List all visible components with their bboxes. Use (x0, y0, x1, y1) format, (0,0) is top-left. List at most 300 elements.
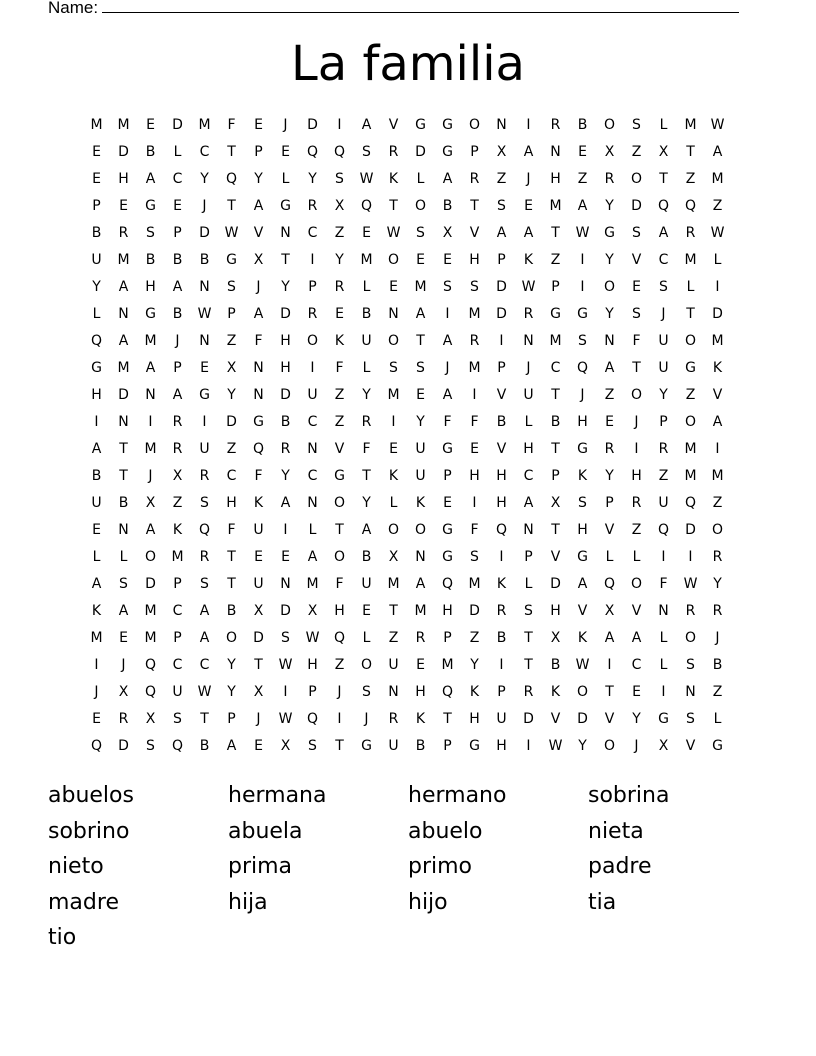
grid-letter[interactable]: O (603, 279, 616, 295)
grid-letter[interactable]: M (684, 441, 697, 457)
grid-letter[interactable]: P (524, 549, 533, 565)
grid-letter[interactable]: A (712, 414, 723, 430)
grid-letter[interactable]: J (148, 468, 153, 484)
grid-letter[interactable]: R (631, 495, 642, 511)
grid-letter[interactable]: V (550, 549, 561, 565)
grid-letter[interactable]: L (92, 306, 101, 322)
grid-letter[interactable]: C (658, 252, 669, 268)
grid-letter[interactable]: T (524, 630, 533, 646)
grid-letter[interactable]: G (199, 387, 210, 403)
grid-letter[interactable]: J (256, 279, 261, 295)
grid-letter[interactable]: U (91, 495, 102, 511)
grid-letter[interactable]: Q (657, 198, 670, 214)
grid-letter[interactable]: Q (198, 522, 211, 538)
grid-letter[interactable]: M (711, 171, 724, 187)
grid-letter[interactable]: T (551, 522, 560, 538)
grid-letter[interactable]: M (387, 576, 400, 592)
grid-letter[interactable]: K (496, 576, 507, 592)
grid-letter[interactable]: W (305, 630, 320, 646)
grid-letter[interactable]: A (172, 387, 183, 403)
grid-letter[interactable]: K (577, 468, 588, 484)
grid-letter[interactable]: T (335, 738, 344, 754)
grid-letter[interactable]: L (281, 171, 290, 187)
grid-letter[interactable]: I (94, 414, 99, 430)
grid-letter[interactable]: Y (605, 468, 614, 484)
grid-letter[interactable]: B (442, 198, 453, 214)
grid-letter[interactable]: F (227, 522, 236, 538)
grid-letter[interactable]: G (604, 225, 615, 241)
grid-letter[interactable]: Q (441, 684, 454, 700)
grid-letter[interactable]: T (389, 603, 398, 619)
grid-letter[interactable]: Q (171, 738, 184, 754)
grid-letter[interactable]: B (199, 738, 210, 754)
grid-letter[interactable]: E (119, 630, 128, 646)
grid-letter[interactable]: K (550, 684, 561, 700)
grid-letter[interactable]: S (632, 225, 641, 241)
grid-letter[interactable]: D (307, 117, 318, 133)
grid-letter[interactable]: J (121, 657, 126, 673)
grid-letter[interactable]: X (118, 684, 129, 700)
grid-letter[interactable]: A (253, 198, 264, 214)
grid-letter[interactable]: P (173, 576, 182, 592)
grid-letter[interactable]: B (118, 495, 129, 511)
grid-letter[interactable]: E (200, 360, 209, 376)
grid-letter[interactable]: M (117, 117, 130, 133)
grid-letter[interactable]: J (715, 630, 720, 646)
grid-letter[interactable]: G (226, 252, 237, 268)
grid-letter[interactable]: A (442, 333, 453, 349)
grid-letter[interactable]: W (575, 225, 590, 241)
grid-letter[interactable]: H (469, 711, 480, 727)
grid-letter[interactable]: L (362, 279, 371, 295)
grid-letter[interactable]: O (414, 198, 427, 214)
grid-letter[interactable]: X (172, 468, 183, 484)
grid-letter[interactable]: T (227, 576, 236, 592)
grid-letter[interactable]: L (659, 117, 668, 133)
grid-letter[interactable]: T (686, 306, 695, 322)
grid-letter[interactable]: A (712, 144, 723, 160)
grid-letter[interactable]: S (173, 711, 182, 727)
grid-letter[interactable]: J (661, 306, 666, 322)
grid-letter[interactable]: Q (144, 657, 157, 673)
grid-letter[interactable]: R (307, 198, 318, 214)
grid-letter[interactable]: B (172, 252, 183, 268)
grid-letter[interactable]: L (524, 414, 533, 430)
grid-letter[interactable]: H (577, 414, 588, 430)
grid-letter[interactable]: A (442, 387, 453, 403)
grid-letter[interactable]: O (684, 630, 697, 646)
grid-letter[interactable]: V (604, 711, 615, 727)
grid-letter[interactable]: X (496, 144, 507, 160)
grid-letter[interactable]: P (470, 144, 479, 160)
grid-letter[interactable]: M (90, 117, 103, 133)
grid-letter[interactable]: G (469, 738, 480, 754)
grid-letter[interactable]: T (119, 441, 128, 457)
grid-letter[interactable]: M (144, 630, 157, 646)
grid-letter[interactable]: Z (469, 630, 480, 646)
grid-letter[interactable]: X (604, 603, 615, 619)
grid-letter[interactable]: O (684, 414, 697, 430)
grid-letter[interactable]: X (550, 495, 561, 511)
grid-letter[interactable]: M (117, 252, 130, 268)
grid-letter[interactable]: L (416, 171, 425, 187)
grid-letter[interactable]: S (470, 549, 479, 565)
grid-letter[interactable]: C (199, 144, 210, 160)
grid-letter[interactable]: X (253, 684, 264, 700)
grid-letter[interactable]: U (172, 684, 183, 700)
grid-letter[interactable]: U (253, 522, 264, 538)
grid-letter[interactable]: J (526, 360, 531, 376)
grid-letter[interactable]: O (225, 630, 238, 646)
grid-letter[interactable]: S (200, 495, 209, 511)
grid-letter[interactable]: Y (578, 738, 587, 754)
grid-letter[interactable]: M (144, 603, 157, 619)
grid-letter[interactable]: Z (334, 387, 345, 403)
grid-letter[interactable]: G (712, 738, 723, 754)
grid-letter[interactable]: I (310, 252, 315, 268)
grid-letter[interactable]: X (145, 495, 156, 511)
grid-letter[interactable]: Q (144, 684, 157, 700)
grid-letter[interactable]: Q (684, 495, 697, 511)
grid-letter[interactable]: B (415, 738, 426, 754)
grid-letter[interactable]: K (388, 171, 399, 187)
grid-letter[interactable]: L (659, 630, 668, 646)
grid-letter[interactable]: H (631, 468, 642, 484)
grid-letter[interactable]: U (388, 738, 399, 754)
grid-letter[interactable]: G (442, 441, 453, 457)
grid-letter[interactable]: P (497, 360, 506, 376)
grid-letter[interactable]: Z (712, 684, 723, 700)
grid-letter[interactable]: T (200, 711, 209, 727)
grid-letter[interactable]: Z (604, 387, 615, 403)
grid-letter[interactable]: X (280, 738, 291, 754)
grid-letter[interactable]: R (685, 603, 696, 619)
grid-letter[interactable]: G (442, 522, 453, 538)
grid-letter[interactable]: D (712, 306, 723, 322)
grid-letter[interactable]: H (469, 252, 480, 268)
grid-letter[interactable]: X (253, 252, 264, 268)
grid-letter[interactable]: O (603, 738, 616, 754)
grid-letter[interactable]: P (551, 468, 560, 484)
grid-letter[interactable]: D (253, 630, 264, 646)
grid-letter[interactable]: G (334, 468, 345, 484)
grid-letter[interactable]: T (686, 144, 695, 160)
grid-letter[interactable]: I (607, 657, 612, 673)
grid-letter[interactable]: N (253, 360, 264, 376)
grid-letter[interactable]: Q (90, 738, 103, 754)
grid-letter[interactable]: C (307, 414, 318, 430)
grid-letter[interactable]: R (388, 144, 399, 160)
grid-letter[interactable]: V (631, 603, 642, 619)
grid-letter[interactable]: Z (712, 495, 723, 511)
grid-letter[interactable]: E (524, 198, 533, 214)
grid-letter[interactable]: E (335, 306, 344, 322)
grid-letter[interactable]: W (359, 171, 374, 187)
grid-letter[interactable]: Y (281, 468, 290, 484)
grid-letter[interactable]: G (658, 711, 669, 727)
grid-letter[interactable]: M (414, 279, 427, 295)
grid-letter[interactable]: W (278, 711, 293, 727)
grid-letter[interactable]: M (306, 576, 319, 592)
grid-letter[interactable]: I (580, 279, 585, 295)
grid-letter[interactable]: Z (631, 522, 642, 538)
grid-letter[interactable]: S (146, 738, 155, 754)
grid-letter[interactable]: S (200, 576, 209, 592)
grid-letter[interactable]: O (711, 522, 724, 538)
grid-letter[interactable]: S (227, 279, 236, 295)
grid-letter[interactable]: N (145, 387, 156, 403)
grid-letter[interactable]: G (442, 117, 453, 133)
grid-letter[interactable]: E (119, 198, 128, 214)
grid-letter[interactable]: Z (685, 171, 696, 187)
grid-letter[interactable]: H (307, 657, 318, 673)
grid-letter[interactable]: F (659, 576, 668, 592)
grid-letter[interactable]: G (577, 441, 588, 457)
grid-letter[interactable]: A (523, 225, 534, 241)
grid-letter[interactable]: H (226, 495, 237, 511)
grid-letter[interactable]: G (91, 360, 102, 376)
grid-letter[interactable]: O (630, 387, 643, 403)
grid-letter[interactable]: C (307, 468, 318, 484)
grid-letter[interactable]: K (388, 468, 399, 484)
grid-letter[interactable]: J (256, 711, 261, 727)
grid-letter[interactable]: S (389, 360, 398, 376)
grid-letter[interactable]: R (361, 414, 372, 430)
grid-letter[interactable]: Z (658, 468, 669, 484)
grid-letter[interactable]: H (550, 603, 561, 619)
grid-letter[interactable]: M (711, 468, 724, 484)
grid-letter[interactable]: I (94, 657, 99, 673)
grid-letter[interactable]: N (685, 684, 696, 700)
grid-letter[interactable]: D (118, 144, 129, 160)
grid-letter[interactable]: N (523, 333, 534, 349)
grid-letter[interactable]: B (91, 225, 102, 241)
grid-letter[interactable]: L (524, 576, 533, 592)
grid-letter[interactable]: M (468, 306, 481, 322)
grid-letter[interactable]: D (631, 198, 642, 214)
grid-letter[interactable]: A (280, 495, 291, 511)
grid-letter[interactable]: O (414, 522, 427, 538)
grid-letter[interactable]: J (526, 171, 531, 187)
grid-letter[interactable]: Q (360, 198, 373, 214)
grid-letter[interactable]: O (144, 549, 157, 565)
grid-letter[interactable]: U (91, 252, 102, 268)
grid-letter[interactable]: B (145, 144, 156, 160)
grid-letter[interactable]: L (119, 549, 128, 565)
grid-letter[interactable]: M (198, 117, 211, 133)
grid-letter[interactable]: D (280, 387, 291, 403)
grid-letter[interactable]: W (386, 225, 401, 241)
grid-letter[interactable]: S (470, 279, 479, 295)
grid-letter[interactable]: E (578, 144, 587, 160)
grid-letter[interactable]: W (197, 684, 212, 700)
grid-letter[interactable]: M (441, 657, 454, 673)
grid-letter[interactable]: I (499, 549, 504, 565)
grid-letter[interactable]: A (442, 171, 453, 187)
grid-letter[interactable]: A (577, 198, 588, 214)
grid-letter[interactable]: M (90, 630, 103, 646)
grid-letter[interactable]: Z (334, 225, 345, 241)
grid-letter[interactable]: G (442, 144, 453, 160)
grid-letter[interactable]: C (172, 657, 183, 673)
grid-letter[interactable]: Y (713, 576, 722, 592)
grid-letter[interactable]: E (632, 684, 641, 700)
grid-letter[interactable]: B (361, 549, 372, 565)
grid-letter[interactable]: I (337, 117, 342, 133)
grid-letter[interactable]: R (415, 630, 426, 646)
grid-letter[interactable]: D (523, 711, 534, 727)
grid-letter[interactable]: G (577, 306, 588, 322)
grid-letter[interactable]: L (173, 144, 182, 160)
grid-letter[interactable]: P (443, 468, 452, 484)
grid-letter[interactable]: G (550, 306, 561, 322)
grid-letter[interactable]: V (550, 711, 561, 727)
grid-letter[interactable]: M (387, 387, 400, 403)
grid-letter[interactable]: T (416, 333, 425, 349)
grid-letter[interactable]: L (308, 522, 317, 538)
grid-letter[interactable]: C (199, 657, 210, 673)
grid-letter[interactable]: V (496, 441, 507, 457)
grid-letter[interactable]: J (364, 711, 369, 727)
grid-letter[interactable]: B (550, 414, 561, 430)
grid-letter[interactable]: P (173, 225, 182, 241)
grid-letter[interactable]: A (604, 360, 615, 376)
grid-letter[interactable]: N (307, 441, 318, 457)
grid-letter[interactable]: M (549, 333, 562, 349)
grid-letter[interactable]: J (94, 684, 99, 700)
grid-letter[interactable]: Y (281, 279, 290, 295)
grid-letter[interactable]: E (173, 198, 182, 214)
grid-letter[interactable]: C (307, 225, 318, 241)
grid-letter[interactable]: T (605, 684, 614, 700)
grid-letter[interactable]: F (362, 441, 371, 457)
grid-letter[interactable]: I (445, 306, 450, 322)
grid-letter[interactable]: U (361, 333, 372, 349)
grid-letter[interactable]: N (307, 495, 318, 511)
grid-letter[interactable]: P (443, 738, 452, 754)
grid-letter[interactable]: N (253, 387, 264, 403)
grid-letter[interactable]: P (92, 198, 101, 214)
grid-letter[interactable]: R (685, 225, 696, 241)
grid-letter[interactable]: X (442, 225, 453, 241)
grid-letter[interactable]: W (224, 225, 239, 241)
grid-letter[interactable]: C (226, 468, 237, 484)
grid-letter[interactable]: L (362, 360, 371, 376)
grid-letter[interactable]: P (551, 279, 560, 295)
grid-letter[interactable]: Q (90, 333, 103, 349)
grid-letter[interactable]: H (469, 468, 480, 484)
grid-letter[interactable]: Z (631, 144, 642, 160)
grid-letter[interactable]: Q (333, 144, 346, 160)
grid-letter[interactable]: N (280, 225, 291, 241)
grid-letter[interactable]: Y (470, 657, 479, 673)
grid-letter[interactable]: K (415, 495, 426, 511)
grid-letter[interactable]: X (307, 603, 318, 619)
grid-letter[interactable]: S (362, 684, 371, 700)
grid-letter[interactable]: R (199, 468, 210, 484)
grid-letter[interactable]: P (497, 252, 506, 268)
grid-letter[interactable]: L (92, 549, 101, 565)
grid-letter[interactable]: U (658, 360, 669, 376)
grid-letter[interactable]: E (416, 657, 425, 673)
grid-letter[interactable]: U (496, 711, 507, 727)
grid-letter[interactable]: S (659, 279, 668, 295)
grid-letter[interactable]: Y (227, 387, 236, 403)
grid-letter[interactable]: D (415, 144, 426, 160)
grid-letter[interactable]: Q (603, 576, 616, 592)
grid-letter[interactable]: S (119, 576, 128, 592)
grid-letter[interactable]: J (634, 414, 639, 430)
grid-letter[interactable]: H (496, 468, 507, 484)
grid-letter[interactable]: O (603, 117, 616, 133)
grid-letter[interactable]: T (119, 468, 128, 484)
grid-letter[interactable]: X (145, 711, 156, 727)
grid-letter[interactable]: I (634, 441, 639, 457)
grid-letter[interactable]: F (335, 360, 344, 376)
grid-letter[interactable]: Y (605, 306, 614, 322)
grid-letter[interactable]: T (389, 198, 398, 214)
grid-letter[interactable]: V (577, 603, 588, 619)
grid-letter[interactable]: P (308, 279, 317, 295)
grid-letter[interactable]: I (715, 279, 720, 295)
grid-letter[interactable]: U (415, 441, 426, 457)
grid-letter[interactable]: J (202, 198, 207, 214)
grid-letter[interactable]: E (254, 549, 263, 565)
grid-letter[interactable]: E (362, 225, 371, 241)
grid-letter[interactable]: B (496, 414, 507, 430)
grid-letter[interactable]: S (686, 711, 695, 727)
grid-letter[interactable]: R (280, 441, 291, 457)
grid-letter[interactable]: H (496, 738, 507, 754)
grid-letter[interactable]: G (415, 117, 426, 133)
grid-letter[interactable]: K (577, 630, 588, 646)
grid-letter[interactable]: H (280, 360, 291, 376)
grid-letter[interactable]: E (92, 711, 101, 727)
grid-letter[interactable]: P (605, 495, 614, 511)
grid-letter[interactable]: G (145, 198, 156, 214)
grid-letter[interactable]: G (685, 360, 696, 376)
grid-letter[interactable]: I (337, 711, 342, 727)
grid-letter[interactable]: B (91, 468, 102, 484)
grid-letter[interactable]: K (334, 333, 345, 349)
grid-letter[interactable]: Z (388, 630, 399, 646)
grid-letter[interactable]: S (686, 657, 695, 673)
grid-letter[interactable]: H (334, 603, 345, 619)
grid-letter[interactable]: S (632, 306, 641, 322)
grid-letter[interactable]: X (226, 360, 237, 376)
grid-letter[interactable]: M (711, 333, 724, 349)
grid-letter[interactable]: P (659, 414, 668, 430)
grid-letter[interactable]: S (578, 333, 587, 349)
grid-letter[interactable]: T (551, 225, 560, 241)
grid-letter[interactable]: E (605, 414, 614, 430)
grid-letter[interactable]: A (415, 576, 426, 592)
grid-letter[interactable]: E (281, 144, 290, 160)
grid-letter[interactable]: Z (577, 171, 588, 187)
grid-letter[interactable]: I (499, 657, 504, 673)
name-underline[interactable] (102, 0, 739, 13)
grid-letter[interactable]: B (145, 252, 156, 268)
grid-letter[interactable]: P (497, 684, 506, 700)
grid-letter[interactable]: J (283, 117, 288, 133)
grid-letter[interactable]: P (227, 306, 236, 322)
grid-letter[interactable]: D (118, 387, 129, 403)
grid-letter[interactable]: E (92, 144, 101, 160)
grid-letter[interactable]: C (172, 171, 183, 187)
grid-letter[interactable]: A (577, 576, 588, 592)
grid-letter[interactable]: U (253, 576, 264, 592)
grid-letter[interactable]: J (580, 387, 585, 403)
